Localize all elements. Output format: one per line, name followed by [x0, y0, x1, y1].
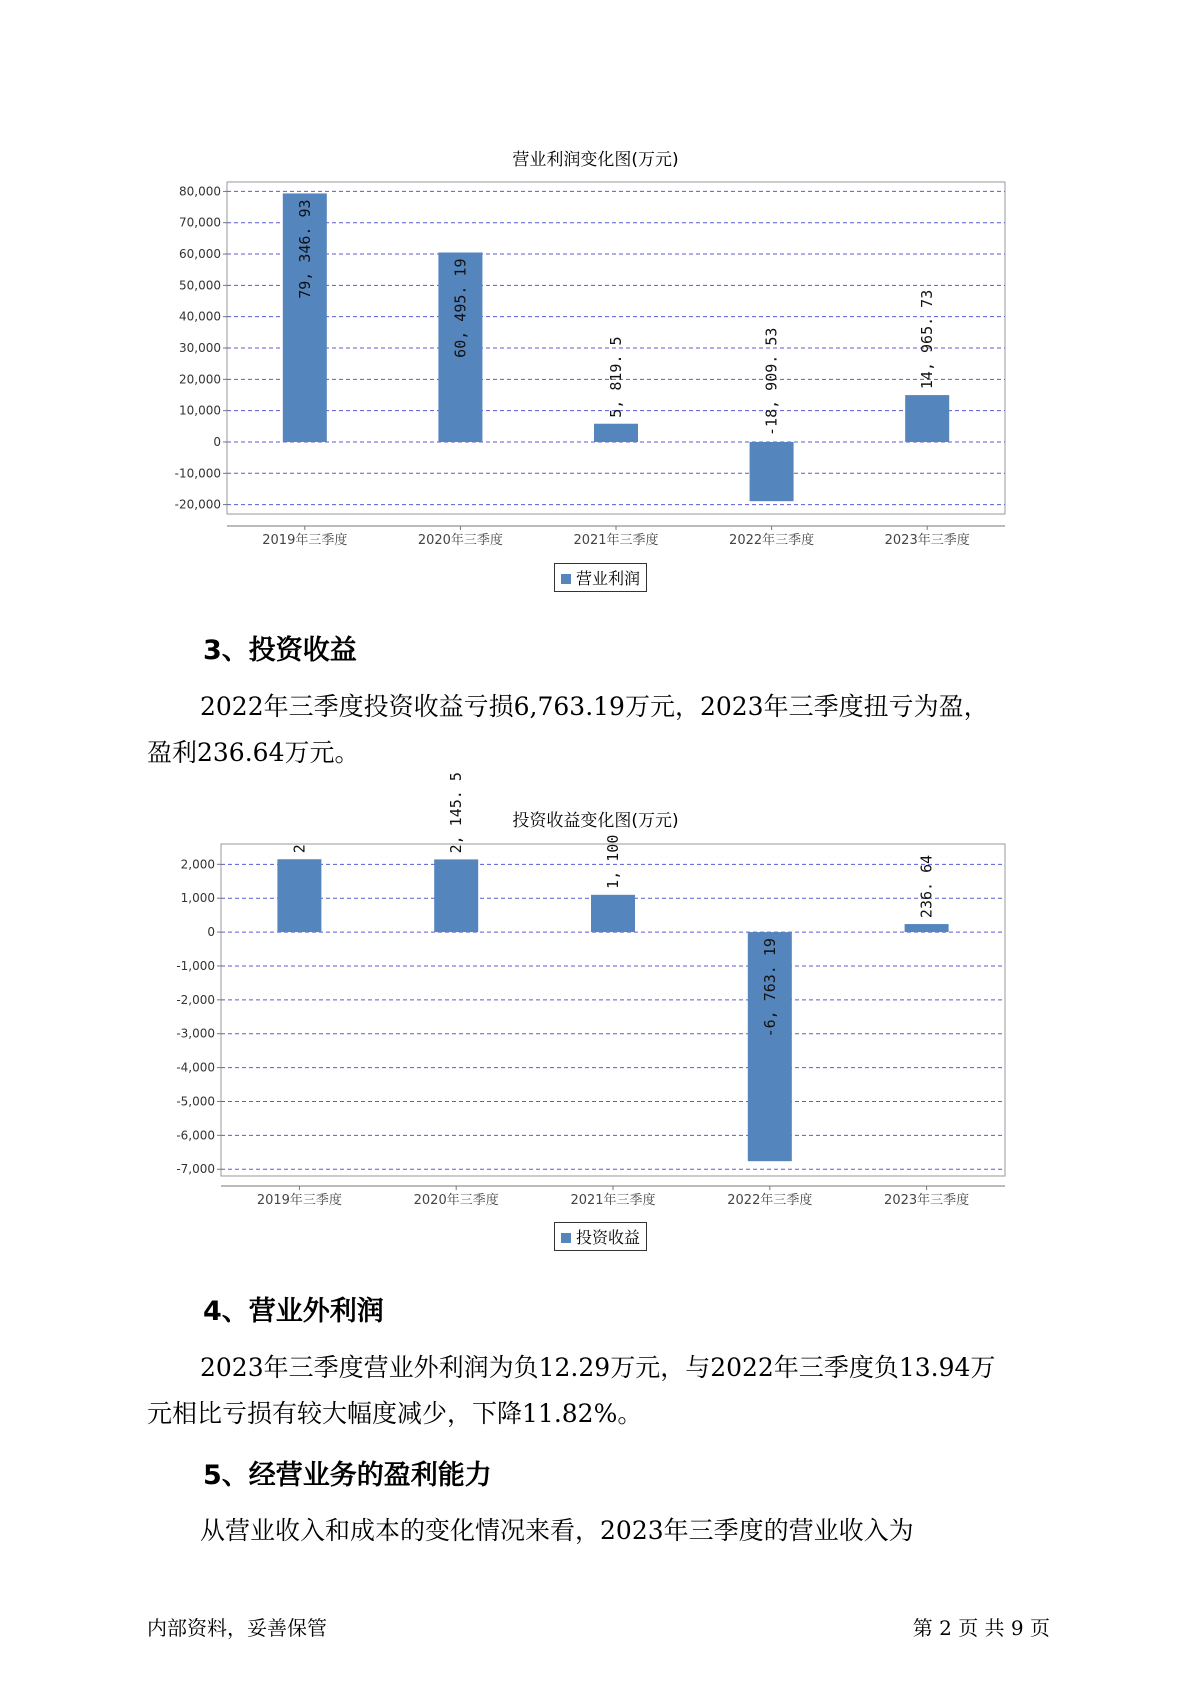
operating-profit-chart	[0, 180, 1191, 590]
operating-profit-legend	[554, 563, 647, 592]
data-label: 5, 819. 5	[607, 336, 625, 418]
section-heading-investment: 3、投资收益	[203, 635, 357, 666]
paragraph-investment	[147, 684, 1047, 776]
legend-swatch	[561, 1233, 571, 1243]
x-tick-label: 2023年三季度	[884, 533, 970, 548]
x-tick-label: 2019年三季度	[262, 533, 348, 548]
y-tick-label: 0	[207, 925, 215, 940]
legend-label: 营业利润	[576, 569, 641, 588]
investment-income-chart-title: 投资收益变化图(万元)	[512, 811, 679, 831]
footer-left: 内部资料，妥善保管	[147, 1616, 327, 1640]
y-tick-label: 50,000	[179, 278, 221, 293]
bar	[905, 924, 949, 932]
paragraph-line: 2023年三季度营业外利润为负12.29万元，与2022年三季度负13.94万	[200, 1353, 996, 1382]
section-heading-nonoperating: 4、营业外利润	[203, 1296, 384, 1327]
x-tick-label: 2020年三季度	[413, 1193, 499, 1208]
paragraph-line: 盈利236.64万元。	[147, 738, 360, 767]
paragraph-line: 从营业收入和成本的变化情况来看，2023年三季度的营业收入为	[200, 1516, 914, 1545]
bar	[905, 395, 949, 442]
investment-income-legend	[554, 1222, 647, 1251]
y-tick-label: 70,000	[179, 215, 221, 230]
legend-label: 投资收益	[576, 1228, 641, 1247]
data-label: 1, 100	[604, 834, 622, 889]
y-tick-label: 0	[213, 434, 221, 449]
y-tick-label: 1,000	[180, 891, 215, 906]
data-label: -18, 909. 53	[762, 327, 781, 436]
footer-page-number: 第 2 页 共 9 页	[912, 1616, 1050, 1640]
y-tick-label: 20,000	[179, 372, 221, 387]
paragraph-nonoperating	[147, 1345, 1047, 1437]
paragraph-line: 元相比亏损有较大幅度减少，下降11.82%。	[147, 1399, 643, 1428]
y-tick-label: -7,000	[176, 1162, 215, 1177]
y-tick-label: -4,000	[176, 1060, 215, 1075]
bar	[277, 859, 321, 932]
x-tick-label: 2019年三季度	[256, 1193, 342, 1208]
y-tick-label: -10,000	[174, 466, 221, 481]
bar	[434, 859, 478, 932]
data-label: 79, 346. 93	[295, 199, 314, 299]
paragraph-profitability	[147, 1508, 1047, 1554]
x-tick-label: 2023年三季度	[884, 1193, 970, 1208]
y-tick-label: 60,000	[179, 247, 221, 262]
data-label: 2, 145. 5	[447, 772, 466, 854]
paragraph-line: 2022年三季度投资收益亏损6,763.19万元，2023年三季度扭亏为盈，	[200, 692, 989, 721]
y-tick-label: 2,000	[180, 857, 215, 872]
x-tick-label: 2021年三季度	[570, 1193, 656, 1208]
x-tick-label: 2022年三季度	[729, 533, 815, 548]
bar	[591, 895, 635, 932]
y-tick-label: 40,000	[179, 309, 221, 324]
y-tick-label: -6,000	[176, 1128, 215, 1143]
y-tick-label: -1,000	[176, 958, 215, 973]
x-tick-label: 2021年三季度	[573, 533, 659, 548]
y-tick-label: -3,000	[176, 1026, 215, 1041]
data-label: 60, 495. 19	[451, 258, 470, 358]
bar	[750, 442, 794, 501]
data-label: 14, 965. 73	[918, 289, 937, 390]
y-tick-label: 10,000	[179, 403, 221, 418]
y-tick-label: -2,000	[176, 992, 215, 1007]
y-tick-label: 30,000	[179, 341, 221, 355]
operating-profit-chart-title: 营业利润变化图(万元)	[512, 150, 679, 170]
data-label: 2	[290, 844, 309, 854]
y-tick-label: -20,000	[174, 497, 221, 512]
y-tick-label: 80,000	[179, 184, 221, 199]
section-heading-profitability: 5、经营业务的盈利能力	[203, 1460, 492, 1491]
y-tick-label: -5,000	[176, 1094, 215, 1109]
bar	[594, 424, 638, 442]
x-tick-label: 2020年三季度	[417, 533, 503, 548]
legend-swatch	[561, 574, 571, 584]
data-label: -6, 763. 19	[760, 938, 779, 1038]
plot-area	[221, 844, 1005, 1176]
x-tick-label: 2022年三季度	[727, 1193, 813, 1208]
data-label: 236. 64	[917, 854, 936, 919]
